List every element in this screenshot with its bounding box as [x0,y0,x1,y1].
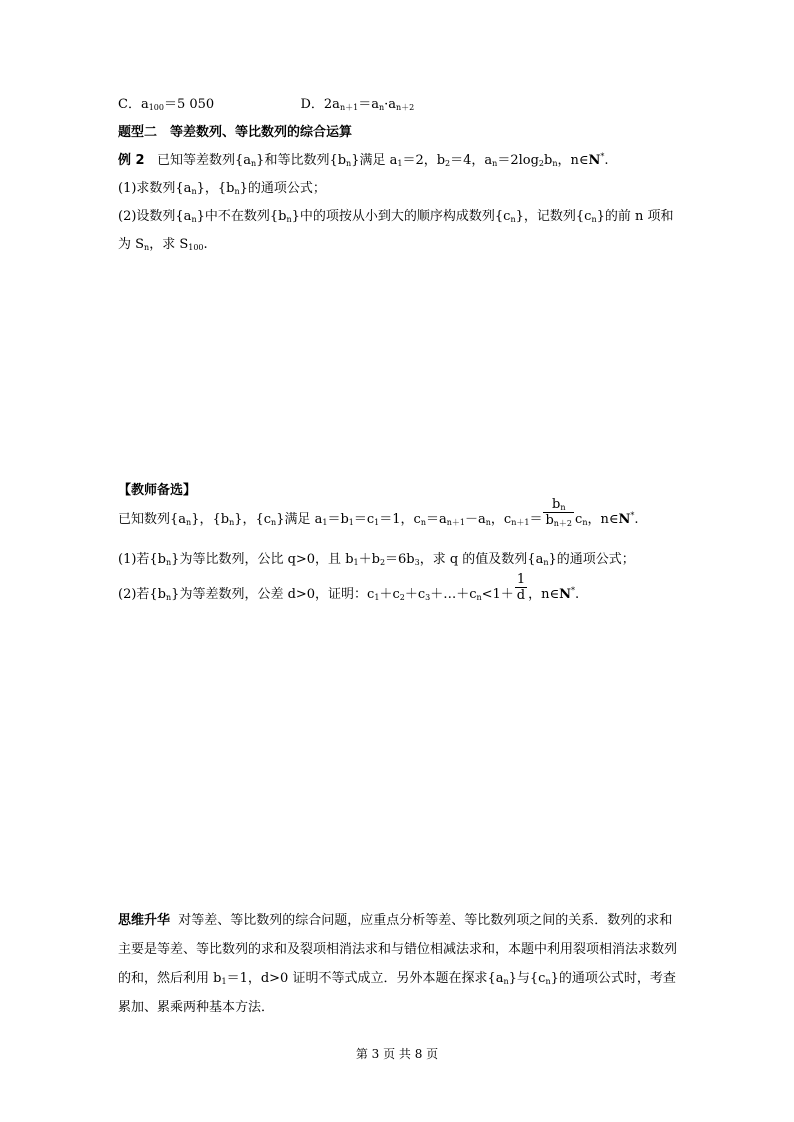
section-title: 题型二 等差数列、等比数列的综合运算 [118,125,353,140]
teacher-header: 【教师备选】 [118,483,197,498]
teacher-question-2: (2)若$\{b_n\}$为等差数列，公差 d>0，证明：$c_1+c_2+c_3+\dots+c_n<1+$ $\frac{1}{d}$ ，n∈N*. [118,572,580,603]
teacher-question-1: (1)若$\{b_n\}$为等比数列，公比 q>0，且 $b_1+b_2=6b_3$，求 q 的值及数列$\{a_n\}$的通项公式； [118,552,635,567]
summary-label: 思维升华 [118,913,171,928]
page-footer: 第 3 页 共 8 页 [355,1047,439,1061]
example2-question-2-cont: 为 $S_n$，求 $S_{100}$. [118,237,208,252]
example2-question-1: (1)求数列$\{a_n\}$，$\{b_n\}$的通项公式； [118,181,326,196]
example2-question-2: (2)设数列$\{a_n\}$中不在数列$\{b_n\}$中的项按从小到大的顺序构成数列$\{c_n\}$，记数列$\{c_n\}$的前 n 项和 [118,209,674,224]
options-line [118,97,414,113]
teacher-intro: 已知数列$\{a_n\}$，$\{b_n\}$，$\{c_n\}$满足 $a_1=b_1=c_1=1$，$c_n=a_{n+1}-a_n$，$c_{n+1}=$ $\frac{b_n}{b_{n+2}}$ $c_n$，n∈N*. [118,497,639,528]
example-label: 例 2 [118,153,145,168]
example2-statement: 例 2 已知等差数列$\{a_n\}$和等比数列$\{b_n\}$满足 $a_1=2$，$b_2=4$，$a_n=2\log_2b_n$，n∈N*. [118,152,609,168]
option-d: D．$2a_{n+1}=a_n\cdot a_{n+2}$ [300,97,415,112]
summary-paragraph: 思维升华 对等差、等比数列的综合问题，应重点分析等差、等比数列项之间的关系．数列的求和主要是等差、等比数列的求和及裂项相消法求和与错位相减法求和，本题中利用裂项相消法求数列的和，然后利用 $b_1=1$，d>0 证明不等式成立．另外本题在探求$\{a_n\}$与$\{c_n\}$的通项公式时，考查累加、累乘两种基本方法． [118,913,678,1015]
option-c: C．$a_{100}=5$ 050 [118,97,215,112]
